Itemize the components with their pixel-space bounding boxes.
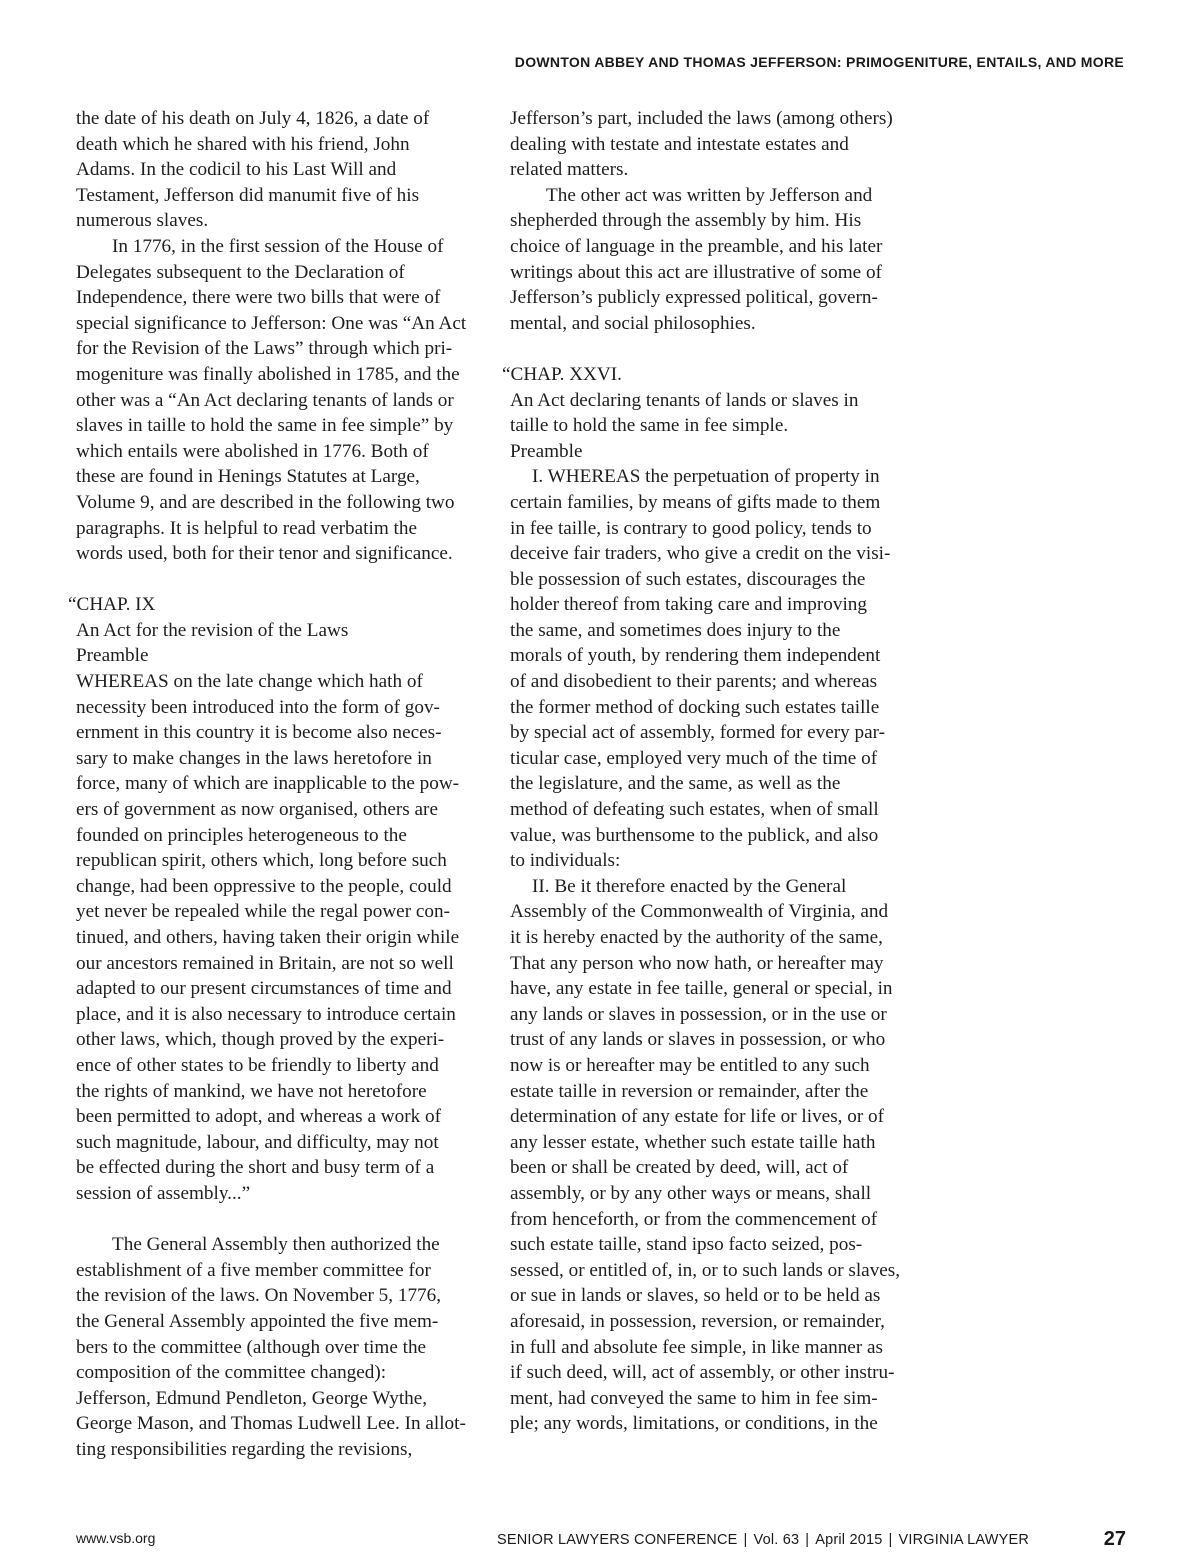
text-line: ticular case, employed very much of the time of xyxy=(510,747,878,769)
text-line: mogeniture was finally abolished in 1785, and the xyxy=(76,363,460,385)
text-line: method of defeating such estates, when of small xyxy=(510,799,879,821)
text-line: numerous slaves. xyxy=(76,210,209,232)
page-number: 27 xyxy=(1103,1528,1126,1550)
text-line: Jefferson’s publicly expressed political, govern- xyxy=(510,287,878,309)
text-line: choice of language in the preamble, and his later xyxy=(510,235,883,257)
text-line: Delegates subsequent to the Declaration of xyxy=(76,261,405,283)
text-line: such estate taille, stand ipso facto seized, pos- xyxy=(510,1234,863,1256)
right-column xyxy=(502,106,905,1437)
text-line: necessity been introduced into the form of gov- xyxy=(76,696,440,718)
text-line: place, and it is also necessary to introduce certain xyxy=(76,1003,456,1025)
text-line: or sue in lands or slaves, so held or to be held as xyxy=(510,1285,881,1307)
text-line: certain families, by means of gifts made to them xyxy=(510,491,881,513)
text-line: sessed, or entitled of, in, or to such lands or slaves, xyxy=(510,1259,901,1281)
text-line: have, any estate in fee taille, general or special, in xyxy=(510,978,893,1000)
text-line: That any person who now hath, or hereafter may xyxy=(510,952,884,974)
section-two xyxy=(510,874,905,1437)
running-header-title: DOWNTON ABBEY AND THOMAS JEFFERSON: PRIMOGENITURE, ENTAILS, AND MORE xyxy=(514,54,1124,70)
text-line: sary to make changes in the laws heretofore in xyxy=(76,747,432,769)
chapter-heading: “CHAP. IX xyxy=(68,594,156,616)
text-line: Independence, there were two bills that were of xyxy=(76,287,441,309)
section-one xyxy=(510,464,905,874)
text-line: ble possession of such estates, discourages the xyxy=(510,568,866,590)
quote-block xyxy=(68,592,476,669)
text-line: any lesser estate, whether such estate taille hath xyxy=(510,1131,876,1153)
text-line: George Mason, and Thomas Ludwell Lee. In allot- xyxy=(76,1413,466,1435)
text-line: the legislature, and the same, as well as the xyxy=(510,773,841,795)
text-line: in full and absolute fee simple, in like manner as xyxy=(510,1336,883,1358)
text-line: our ancestors remained in Britain, are not so well xyxy=(76,952,454,974)
text-line: other laws, which, though proved by the experi- xyxy=(76,1029,445,1051)
text-line: the same, and sometimes does injury to the xyxy=(510,619,841,641)
text-line: I. WHEREAS the perpetuation of property in xyxy=(532,466,880,488)
act-title xyxy=(510,388,905,439)
text-line: of and disobedient to their parents; and whereas xyxy=(510,671,878,693)
text-line: WHEREAS on the late change which hath of xyxy=(76,671,423,693)
spacer xyxy=(76,1207,476,1233)
text-line: paragraphs. It is helpful to read verbatim the xyxy=(76,517,417,539)
paragraph xyxy=(76,234,476,567)
footer-separator: | xyxy=(888,1532,893,1548)
text-line: The General Assembly then authorized the xyxy=(112,1234,440,1256)
text-line: special significance to Jefferson: One was “An Act xyxy=(76,312,467,334)
text-line: shepherded through the assembly by him. His xyxy=(510,210,862,232)
spacer xyxy=(510,336,905,362)
text-line: the General Assembly appointed the five mem- xyxy=(76,1310,439,1332)
text-line: these are found in Henings Statutes at Large, xyxy=(76,466,420,488)
preamble-label: Preamble xyxy=(76,645,149,667)
text-line: dealing with testate and intestate estates and xyxy=(510,133,849,155)
text-line: ers of government as now organised, others are xyxy=(76,799,438,821)
footer-section: SENIOR LAWYERS CONFERENCE xyxy=(497,1532,738,1548)
text-line: assembly, or by any other ways or means, shall xyxy=(510,1182,872,1204)
text-line: tinued, and others, having taken their origin while xyxy=(76,927,460,948)
text-line: such magnitude, labour, and difficulty, may not xyxy=(76,1131,439,1153)
text-line: the former method of docking such estates taille xyxy=(510,696,880,718)
text-line: ence of other states to be friendly to liberty and xyxy=(76,1054,439,1076)
text-line: republican spirit, others which, long before such xyxy=(76,850,447,872)
text-line: ting responsibilities regarding the revisions, xyxy=(76,1438,413,1460)
paragraph xyxy=(76,1232,476,1462)
text-line: estate taille in reversion or remainder, after the xyxy=(510,1080,869,1102)
text-line: An Act declaring tenants of lands or slaves in xyxy=(510,389,859,411)
footer-url: www.vsb.org xyxy=(76,1530,156,1546)
text-line: for the Revision of the Laws” through which pri- xyxy=(76,338,453,360)
text-line: the revision of the laws. On November 5, 1776, xyxy=(76,1285,442,1307)
footer-publication: VIRGINIA LAWYER xyxy=(898,1532,1030,1548)
quote-block xyxy=(510,439,905,465)
text-line: bers to the committee (although over time the xyxy=(76,1336,427,1358)
text-line: from henceforth, or from the commencement of xyxy=(510,1208,878,1230)
left-column xyxy=(68,106,476,1462)
text-line: the date of his death on July 4, 1826, a date of xyxy=(76,108,430,129)
text-line: yet never be repealed while the regal power con- xyxy=(76,901,450,923)
text-line: Jefferson’s part, included the laws (among others) xyxy=(510,108,893,129)
text-line: The other act was written by Jefferson and xyxy=(546,184,873,206)
text-line: adapted to our present circumstances of time and xyxy=(76,978,452,1000)
text-line: it is hereby enacted by the authority of the same, xyxy=(510,927,883,948)
text-line: session of assembly...” xyxy=(76,1182,251,1204)
text-line: Volume 9, and are described in the following two xyxy=(76,491,455,513)
footer-date: April 2015 xyxy=(815,1532,883,1548)
text-line: change, had been oppressive to the people, could xyxy=(76,875,452,897)
text-line: Assembly of the Commonwealth of Virginia, and xyxy=(510,901,889,923)
text-line: been or shall be created by deed, will, act of xyxy=(510,1157,849,1179)
text-line: force, many of which are inapplicable to the pow- xyxy=(76,773,460,795)
text-line: other was a “An Act declaring tenants of lands or xyxy=(76,389,454,411)
paragraph xyxy=(76,106,476,234)
text-line: determination of any estate for life or lives, or of xyxy=(510,1106,885,1128)
spacer xyxy=(76,567,476,593)
chapter-heading: “CHAP. XXVI. xyxy=(502,363,622,385)
footer-volume: Vol. 63 xyxy=(753,1532,800,1548)
text-line: Testament, Jefferson did manumit five of his xyxy=(76,184,420,206)
text-line: II. Be it therefore enacted by the General xyxy=(532,875,847,897)
text-line: now is or hereafter may be entitled to any such xyxy=(510,1054,870,1076)
text-line: composition of the committee changed): xyxy=(76,1362,387,1384)
text-line: words used, both for their tenor and significance. xyxy=(76,543,453,565)
text-line: been permitted to adopt, and whereas a work of xyxy=(76,1106,441,1128)
text-line: value, was burthensome to the publick, and also xyxy=(510,824,879,846)
text-line: slaves in taille to hold the same in fee simple” by xyxy=(76,415,454,437)
text-line: ernment in this country it is become also neces- xyxy=(76,722,442,744)
text-line: by special act of assembly, formed for every par- xyxy=(510,722,886,744)
text-line: In 1776, in the first session of the House of xyxy=(112,235,444,257)
text-line: in fee taille, is contrary to good policy, tends to xyxy=(510,517,872,539)
text-line: be effected during the short and busy term of a xyxy=(76,1157,435,1179)
text-line: death which he shared with his friend, John xyxy=(76,133,410,155)
quote-text xyxy=(76,669,476,1206)
text-line: any lands or slaves in possession, or in the use or xyxy=(510,1003,887,1025)
quote-block xyxy=(502,362,905,388)
text-line: founded on principles heterogeneous to the xyxy=(76,824,407,846)
text-line: mental, and social philosophies. xyxy=(510,312,756,334)
text-line: morals of youth, by rendering them independent xyxy=(510,645,881,667)
footer-separator: | xyxy=(743,1532,748,1548)
text-line: the rights of mankind, we have not heretofore xyxy=(76,1080,427,1102)
act-title: An Act for the revision of the Laws xyxy=(76,619,349,641)
text-line: which entails were abolished in 1776. Both of xyxy=(76,440,429,462)
text-line: if such deed, will, act of assembly, or other instru- xyxy=(510,1362,895,1384)
text-line: ment, had conveyed the same to him in fee sim- xyxy=(510,1387,878,1409)
preamble-label: Preamble xyxy=(510,440,583,462)
text-line: Jefferson, Edmund Pendleton, George Wythe, xyxy=(76,1387,428,1409)
footer-separator: | xyxy=(805,1532,810,1548)
paragraph xyxy=(510,183,905,337)
text-line: deceive fair traders, who give a credit on the visi- xyxy=(510,543,891,565)
text-line: taille to hold the same in fee simple. xyxy=(510,415,789,437)
text-line: related matters. xyxy=(510,159,629,181)
text-line: establishment of a five member committee for xyxy=(76,1259,431,1281)
text-line: ple; any words, limitations, or conditions, in the xyxy=(510,1413,878,1435)
text-line: trust of any lands or slaves in possession, or who xyxy=(510,1029,886,1051)
text-line: Adams. In the codicil to his Last Will and xyxy=(76,159,397,181)
text-line: writings about this act are illustrative of some of xyxy=(510,261,882,283)
text-line: holder thereof from taking care and improving xyxy=(510,594,867,616)
footer-publication-line xyxy=(497,1532,1029,1548)
text-line: to individuals: xyxy=(510,850,621,872)
text-line: aforesaid, in possession, reversion, or remainder, xyxy=(510,1310,885,1332)
paragraph xyxy=(510,106,905,183)
